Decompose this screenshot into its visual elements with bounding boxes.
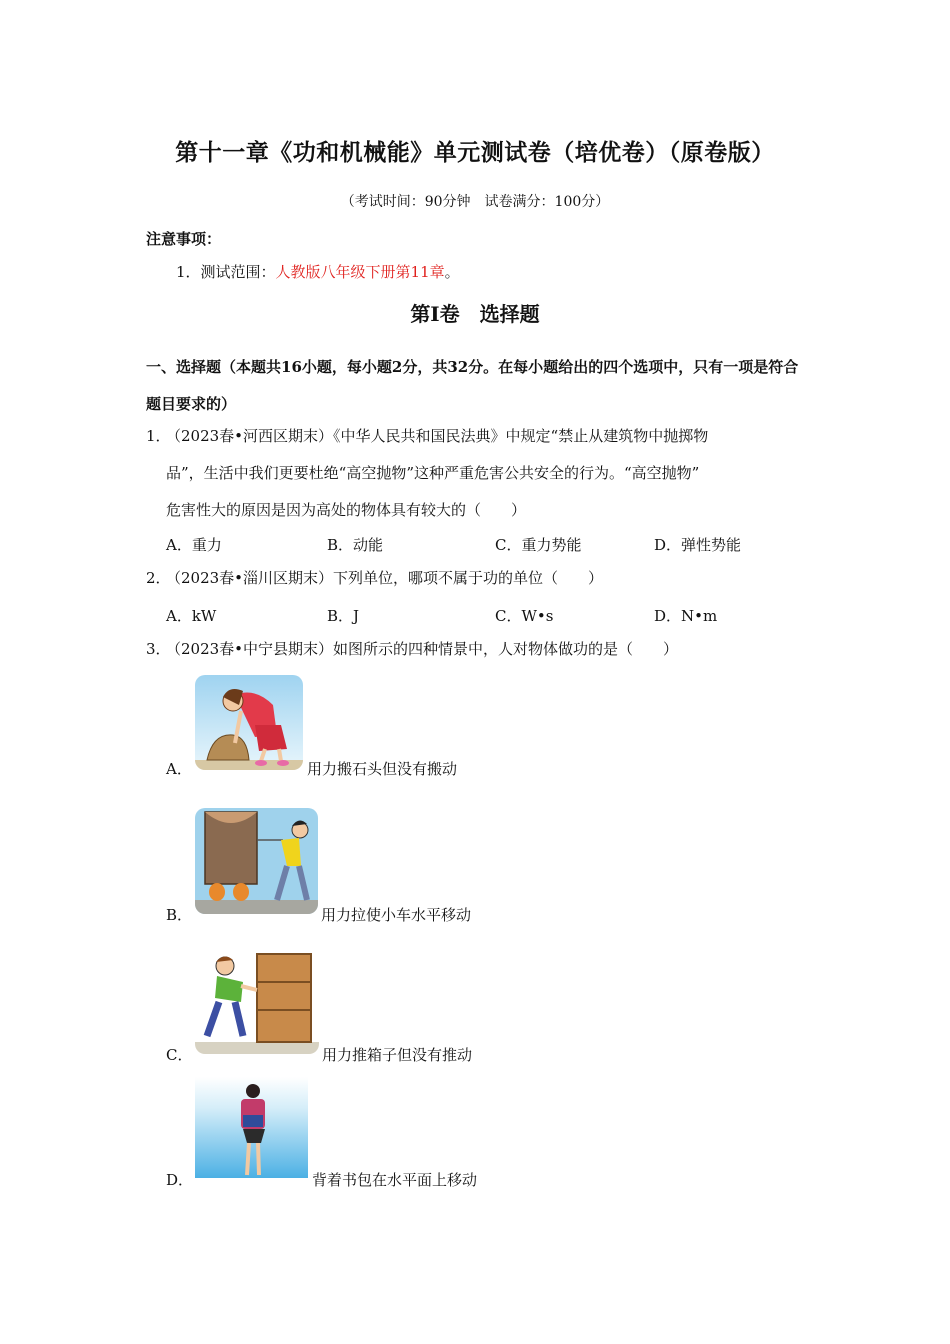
notice-item-1 [176, 261, 460, 282]
q3-option-b-letter: B． [166, 906, 193, 924]
notice-heading: 注意事项： [146, 230, 222, 248]
volume-title: 第Ⅰ卷 选择题 [410, 302, 540, 326]
q1-option-c: C．重力势能 [495, 536, 582, 554]
q2-option-d: D．N•m [654, 607, 718, 625]
notice-item-1-prefix: 1．测试范围： [176, 263, 276, 281]
q1-option-a: A．重力 [166, 536, 222, 554]
q2-option-b: B．J [327, 607, 360, 625]
q1-line-3: 危害性大的原因是因为高处的物体具有较大的（ ） [166, 501, 527, 519]
q2-text: （2023春•淄川区期末）下列单位，哪项不属于功的单位（ ） [166, 569, 604, 587]
boy-pulling-cart-image [195, 808, 318, 914]
exam-info: （考试时间：90分钟 试卷满分：100分） [340, 194, 610, 210]
q3-text: （2023春•中宁县期末）如图所示的四种情景中，人对物体做功的是（ ） [166, 640, 679, 658]
q3-option-c-caption: 用力推箱子但没有推动 [322, 1046, 473, 1064]
q1-option-d: D．弹性势能 [654, 536, 742, 554]
q2-option-c: C．W•s [495, 607, 554, 625]
q2-option-a: A．kW [166, 607, 217, 625]
q1-option-b: B．动能 [327, 536, 384, 554]
q3-option-a-caption: 用力搬石头但没有搬动 [307, 760, 458, 778]
student-carrying-backpack-image [195, 1077, 308, 1178]
girl-lifting-rock-image [195, 675, 303, 770]
q1-line-1: （2023春•河西区期末）《中华人民共和国民法典》中规定“禁止从建筑物中抛掷物 [166, 427, 709, 445]
q3-option-a-letter: A． [166, 760, 192, 778]
q3-option-b-caption: 用力拉使小车水平移动 [321, 906, 472, 924]
boy-pushing-cabinet-image [195, 942, 319, 1054]
q1-number: 1． [146, 427, 171, 445]
q1-line-2: 品”，生活中我们更要杜绝“高空抛物”这种严重危害公共安全的行为。“高空抛物” [166, 464, 700, 482]
q3-option-c-letter: C． [166, 1046, 193, 1064]
notice-item-1-suffix: 。 [444, 263, 460, 281]
test-scope: 人教版八年级下册第11章 [275, 263, 445, 281]
q3-option-d-letter: D． [166, 1171, 194, 1189]
q2-number: 2． [146, 569, 171, 587]
document-title: 第十一章《功和机械能》单元测试卷（培优卷）（原卷版） [175, 139, 775, 166]
q3-option-d-caption: 背着书包在水平面上移动 [312, 1171, 478, 1189]
section-heading: 一、选择题（本题共16小题，每小题2分，共32分。在每小题给出的四个选项中，只有一项是符合题目要求的） [146, 358, 799, 413]
q3-number: 3． [146, 640, 171, 658]
